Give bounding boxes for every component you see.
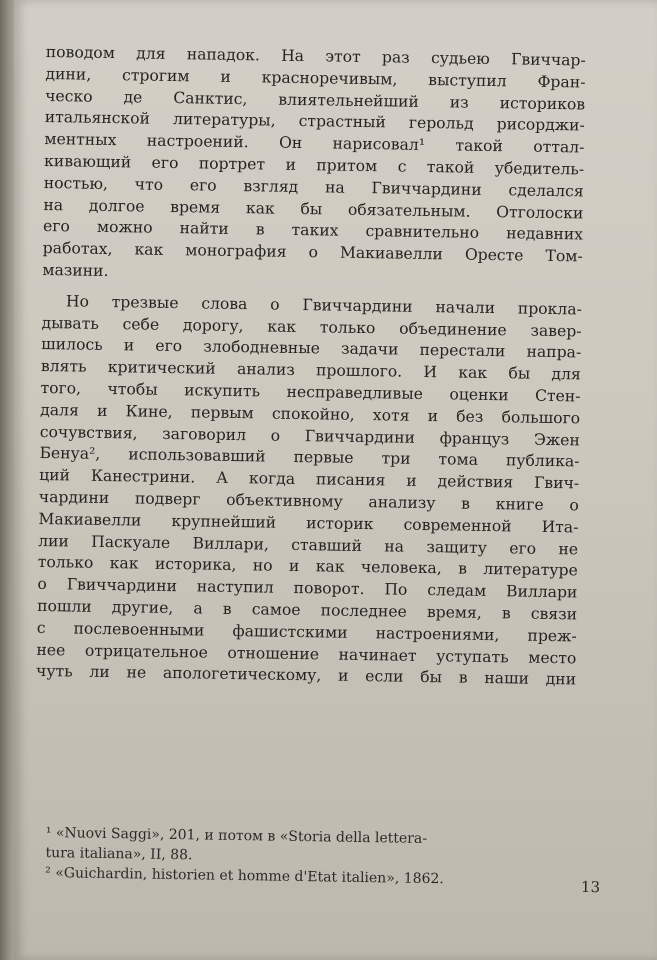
- footnote-line: ¹ «Nuovi Saggi», 201, и потом в «Storia della lettera-: [45, 824, 428, 847]
- text-line: того, чтобы искупить несправедливые оценки Стен-: [40, 378, 581, 406]
- text-line: даля и Кине, первым спокойно, хотя и без большого: [40, 400, 581, 428]
- text-line: чуть ли не апологетическому, и если бы в наши дни: [35, 662, 577, 689]
- text-line: сочувствия, заговорил о Гвиччардини француз Эжен: [39, 422, 580, 449]
- page-number: 13: [580, 877, 601, 897]
- text-line: на долгое время как бы обязательным. Отголоски: [43, 195, 584, 223]
- text-line: чардини подверг объективному анализу в книге о: [38, 487, 579, 515]
- body-text: [36, 42, 586, 692]
- text-line: ностью, что его взгляд на Гвиччардини сделался: [43, 173, 584, 201]
- text-line: шилось и его злободневные задачи перестали напра-: [41, 335, 582, 362]
- text-line: только как историка, но и как человека, в литературе: [37, 553, 578, 580]
- text-line: дывать себе дорогу, как только объединение завер-: [41, 313, 582, 341]
- book-page: [14, 0, 657, 960]
- text-line: работах, как монография о Макиавелли Оресте Том-: [42, 239, 583, 266]
- text-line: дини, строгим и красноречивым, выступил Фран-: [45, 64, 586, 92]
- text-line: лии Паскуале Виллари, ставший на защиту его не: [38, 531, 579, 558]
- text-line: его можно найти в таких сравнительно недавних: [42, 217, 584, 244]
- text-line: поводом для нападок. На этот раз судьею Гвиччар-: [45, 42, 586, 70]
- text-line: ческо де Санктис, влиятельнейший из историков: [45, 86, 586, 114]
- footnote-line: ² «Guichardin, historien et homme d'Etat italien», 1862.: [45, 864, 444, 888]
- text-line: ментных настроений. Он нарисовал¹ такой оттал-: [44, 130, 585, 157]
- text-line: влять критический анализ прошлого. И как бы для: [40, 357, 581, 384]
- text-line: ций Канестрини. А когда писания и действия Гвич-: [39, 466, 580, 493]
- text-line: с послевоенными фашистскими настроениями, преж-: [36, 618, 577, 646]
- footnote-line: tura italiana», II, 88.: [45, 844, 193, 864]
- text-line: Макиавелли крупнейший историк современной Ита-: [38, 509, 579, 537]
- footnotes: [45, 823, 581, 891]
- text-line: Бенуа², использовавший первые три тома публика-: [39, 444, 580, 471]
- text-line: кивающий его портрет и притом с такой убедитель-: [43, 151, 585, 179]
- text-line: пошли другие, а в самое последнее время, в связи: [37, 596, 578, 624]
- text-line: о Гвиччардини наступил поворот. По следам Виллари: [37, 575, 578, 602]
- text-line: нее отрицательное отношение начинает уступать место: [36, 640, 577, 667]
- text-line: Но трезвые слова о Гвиччардини начали прокла-: [65, 292, 583, 319]
- text-line: мазини.: [42, 260, 109, 280]
- text-line: итальянской литературы, страстный герольд рисорджи-: [44, 108, 585, 135]
